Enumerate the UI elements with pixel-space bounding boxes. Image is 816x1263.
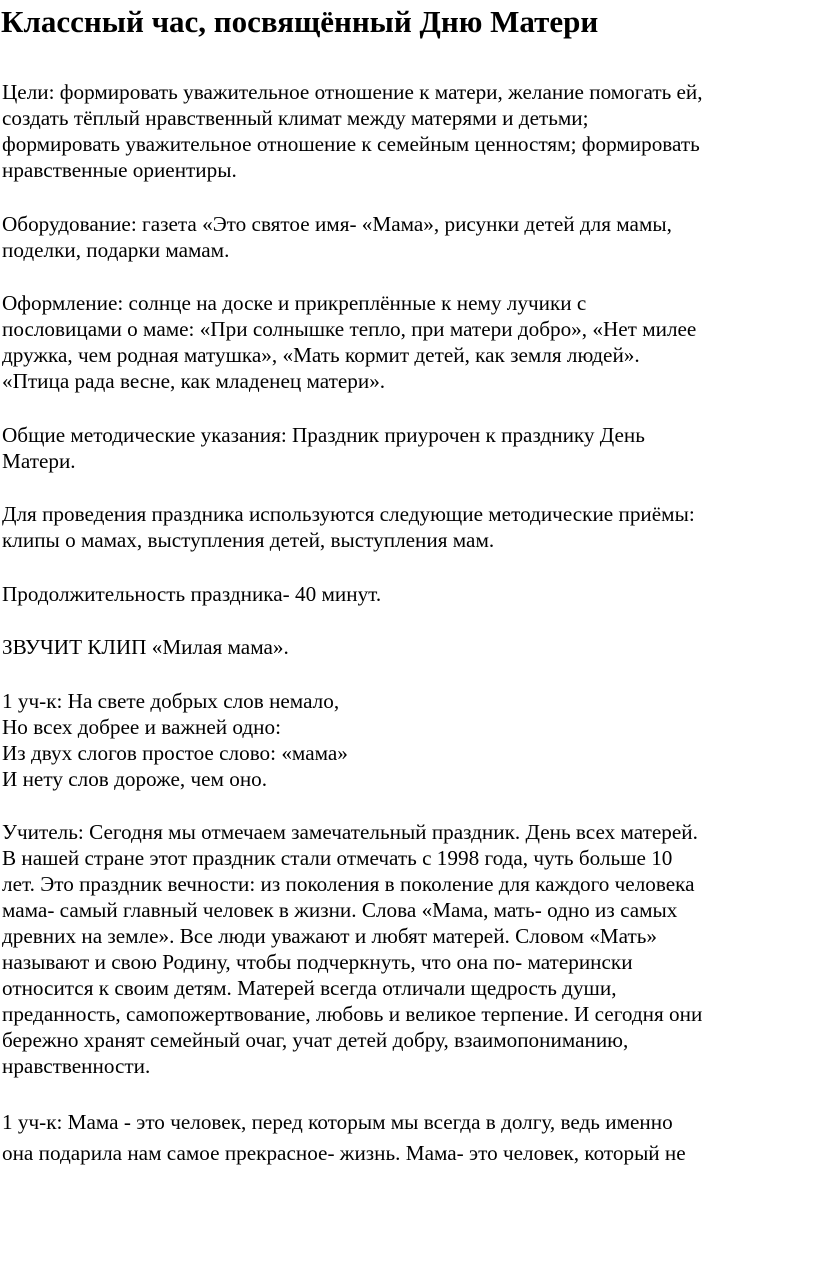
text-line: она подарила нам самое прекрасное- жизнь. Мама- это человек, который не [2, 1140, 686, 1165]
text-line: создать тёплый нравственный климат между матерями и детьми; [2, 106, 589, 130]
paragraph-poem [2, 688, 814, 792]
text-line: нравственные ориентиры. [2, 158, 237, 182]
paragraph-equipment [2, 211, 814, 263]
text-line: древних на земле». Все люди уважают и любят матерей. Словом «Мать» [2, 924, 657, 948]
text-line: 1 уч-к: Мама - это человек, перед которым мы всегда в долгу, ведь именно [2, 1109, 673, 1134]
poem-line: 1 уч-к: На свете добрых слов немало, [2, 688, 340, 713]
poem-line: И нету слов дороже, чем оно. [2, 766, 268, 791]
text-line: преданность, самопожертвование, любовь и великое терпение. И сегодня они [2, 1002, 703, 1026]
text-line: нравственности. [2, 1054, 151, 1078]
text-line: лет. Это праздник вечности: из поколения в поколение для каждого человека [2, 872, 695, 896]
text-line: формировать уважительное отношение к семейным ценностям; формировать [2, 132, 700, 156]
text-line: относится к своим детям. Матерей всегда отличали щедрость души, [2, 976, 617, 1000]
paragraph-guidelines [2, 422, 814, 474]
text-line: Оформление: солнце на доске и прикреплённые к нему лучики с [2, 291, 587, 315]
document-body [2, 79, 814, 1196]
poem-line: Из двух слогов простое слово: «мама» [2, 740, 348, 765]
text-line: Цели: формировать уважительное отношение к матери, желание помогать ей, [2, 80, 703, 104]
paragraph-goals [2, 79, 814, 183]
text-line: бережно хранят семейный очаг, учат детей добру, взаимопониманию, [2, 1028, 629, 1052]
paragraph-decoration [2, 290, 814, 394]
text-line: Матери. [2, 448, 76, 473]
poem-line: Но всех добрее и важней одно: [2, 714, 281, 739]
text-line: Общие методические указания: Праздник приурочен к празднику День [2, 422, 645, 447]
text-line: Учитель: Сегодня мы отмечаем замечательный праздник. День всех матерей. [2, 820, 698, 844]
text-line: Оборудование: газета «Это святое имя- «Мама», рисунки детей для мамы, [2, 211, 672, 236]
paragraph-clip [2, 634, 814, 660]
text-line: ЗВУЧИТ КЛИП «Милая мама». [2, 635, 289, 659]
paragraph-methods [2, 501, 814, 553]
text-line: клипы о мамах, выступления детей, выступления мам. [2, 528, 495, 552]
paragraph-teacher-speech [2, 819, 814, 1079]
text-line: поделки, подарки мамам. [2, 237, 230, 262]
text-line: мама- самый главный человек в жизни. Слова «Мама, мать- одно из самых [2, 898, 678, 922]
text-line: Продолжительность праздника- 40 минут. [2, 581, 382, 606]
text-line: Для проведения праздника используются следующие методические приёмы: [2, 502, 695, 526]
text-line: называют и свою Родину, чтобы подчеркнуть, что она по- матерински [2, 950, 633, 974]
text-line: пословицами о маме: «При солнышке тепло, при матери добро», «Нет милее [2, 317, 697, 341]
text-line: дружка, чем родная матушка», «Мать кормит детей, как земля людей». [2, 343, 640, 367]
paragraph-student-speech [2, 1107, 814, 1169]
text-line: В нашей стране этот праздник стали отмечать с 1998 года, чуть больше 10 [2, 846, 673, 870]
text-line: «Птица рада весне, как младенец матери». [2, 369, 386, 393]
paragraph-duration [2, 581, 814, 607]
page-title: Классный час, посвящённый Дню Матери [1, 4, 599, 39]
